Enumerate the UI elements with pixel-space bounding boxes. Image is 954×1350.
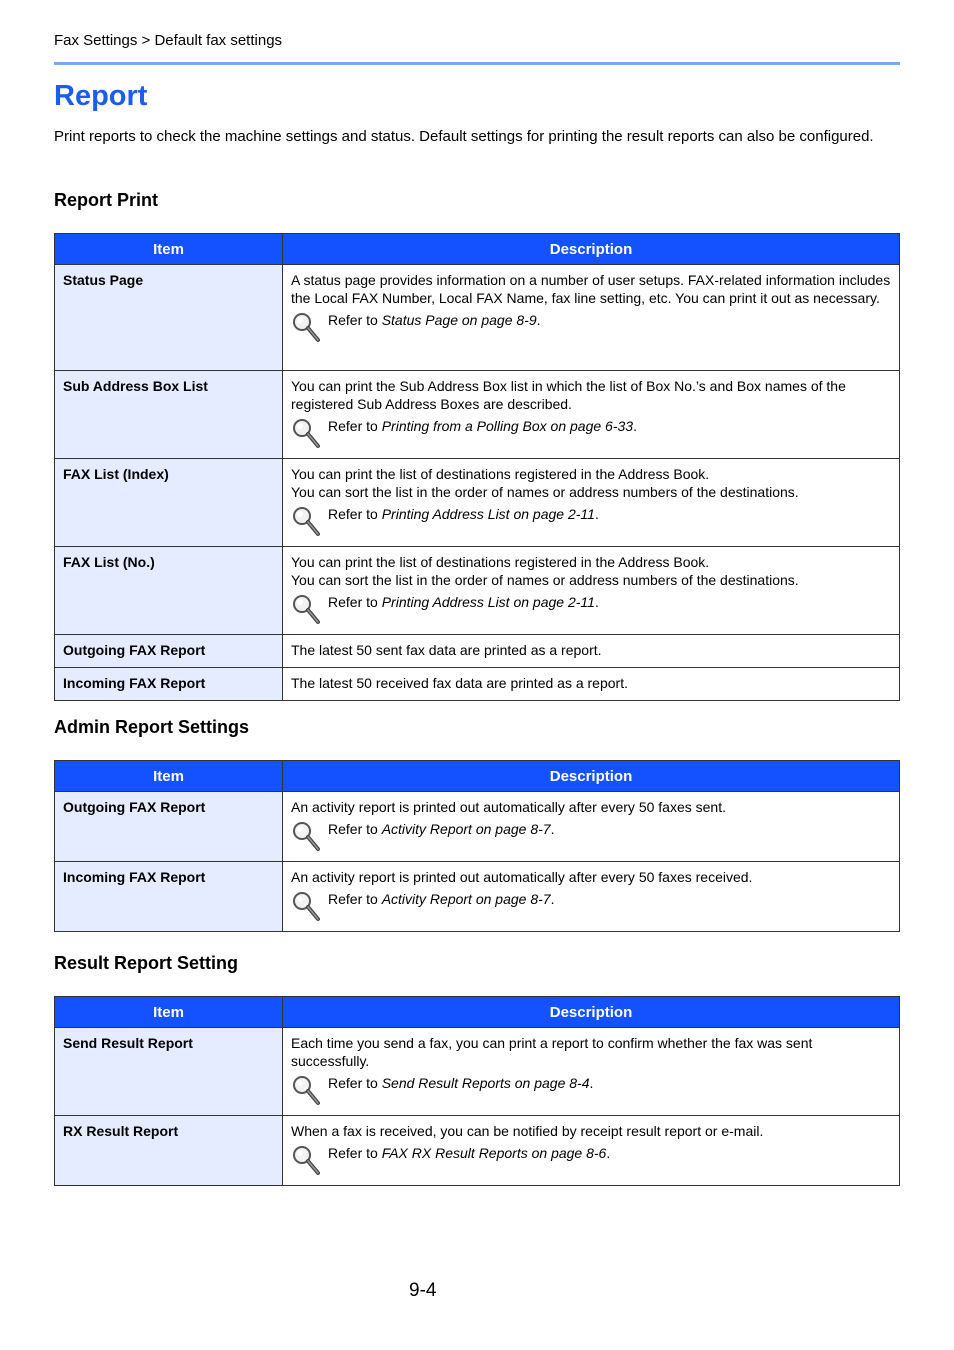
reference-period: .: [536, 312, 541, 328]
column-header-description: Description: [283, 234, 900, 265]
description-text: You can sort the list in the order of names or address numbers of the destinations.: [291, 484, 799, 500]
description-cell: [283, 862, 900, 932]
description-cell: [283, 459, 900, 547]
reference-note: [291, 593, 891, 625]
table-row: [55, 265, 900, 371]
item-cell: RX Result Report: [55, 1116, 283, 1186]
item-cell: FAX List (Index): [55, 459, 283, 547]
refer-prefix: Refer to: [328, 418, 382, 434]
reference-link[interactable]: Printing Address List on page 2-11: [381, 506, 595, 522]
reference-text: [328, 1144, 610, 1162]
item-cell: Status Page: [55, 265, 283, 371]
reference-text: [328, 890, 554, 908]
reference-text: [328, 593, 599, 611]
item-cell: Send Result Report: [55, 1028, 283, 1116]
reference-note: [291, 1074, 891, 1106]
reference-link[interactable]: Activity Report on page 8-7: [381, 891, 551, 907]
magnifier-icon: [291, 417, 321, 449]
item-cell: Incoming FAX Report: [55, 668, 283, 701]
description-cell: [283, 668, 900, 701]
item-cell: Incoming FAX Report: [55, 862, 283, 932]
table-header-row: [55, 761, 900, 792]
refer-prefix: Refer to: [328, 1145, 382, 1161]
reference-period: .: [633, 418, 637, 434]
column-header-item: Item: [55, 761, 283, 792]
refer-prefix: Refer to: [328, 821, 382, 837]
reference-text: [328, 311, 541, 329]
refer-prefix: Refer to: [328, 506, 382, 522]
item-cell: Sub Address Box List: [55, 371, 283, 459]
reference-text: [328, 505, 599, 523]
admin-report-settings-table: [54, 760, 900, 932]
magnifier-icon: [291, 311, 321, 343]
description-text: The latest 50 received fax data are printed as a report.: [291, 675, 628, 691]
item-cell: Outgoing FAX Report: [55, 635, 283, 668]
refer-prefix: Refer to: [328, 891, 382, 907]
section-heading-result-report-setting: Result Report Setting: [54, 953, 239, 973]
section-heading-admin-report-settings: Admin Report Settings: [54, 717, 250, 737]
page-number: 9-4: [409, 1280, 437, 1301]
description-text: You can print the list of destinations registered in the Address Book.: [291, 554, 710, 570]
magnifier-icon: [291, 505, 321, 537]
description-text: You can sort the list in the order of names or address numbers of the destinations.: [291, 572, 799, 588]
page-title: Report: [54, 80, 148, 112]
table-row: [55, 1116, 900, 1186]
reference-note: [291, 890, 891, 922]
reference-period: .: [550, 821, 555, 837]
reference-link[interactable]: FAX RX Result Reports on page 8-6: [381, 1145, 607, 1161]
description-text: You can print the list of destinations registered in the Address Book.: [291, 466, 710, 482]
description-text: The latest 50 sent fax data are printed as a report.: [291, 642, 602, 658]
reference-period: .: [606, 1145, 611, 1161]
column-header-item: Item: [55, 997, 283, 1028]
reference-note: [291, 1144, 891, 1176]
reference-note: [291, 820, 891, 852]
reference-note: [291, 311, 891, 343]
table-row: [55, 459, 900, 547]
magnifier-icon: [291, 1144, 321, 1176]
reference-period: .: [550, 891, 555, 907]
refer-prefix: Refer to: [328, 1075, 382, 1091]
report-print-table: [54, 233, 900, 701]
reference-note: [291, 417, 891, 449]
table-row: [55, 371, 900, 459]
reference-period: .: [594, 594, 599, 610]
magnifier-icon: [291, 820, 321, 852]
table-row: [55, 668, 900, 701]
reference-text: [328, 820, 554, 838]
table-header-row: [55, 997, 900, 1028]
column-header-item: Item: [55, 234, 283, 265]
item-cell: Outgoing FAX Report: [55, 792, 283, 862]
description-text: An activity report is printed out automatically after every 50 faxes received.: [291, 869, 753, 885]
description-cell: [283, 792, 900, 862]
refer-prefix: Refer to: [328, 594, 382, 610]
description-cell: [283, 635, 900, 668]
description-cell: [283, 265, 900, 371]
table-header-row: [55, 234, 900, 265]
reference-text: [328, 1074, 593, 1092]
refer-prefix: Refer to: [328, 312, 382, 328]
reference-link[interactable]: Status Page on page 8-9: [381, 312, 537, 328]
reference-link[interactable]: Send Result Reports on page 8-4: [381, 1075, 590, 1091]
column-header-description: Description: [283, 997, 900, 1028]
breadcrumb: Fax Settings > Default fax settings: [54, 32, 283, 49]
description-cell: [283, 1028, 900, 1116]
description-text: You can print the Sub Address Box list in which the list of Box No.’s and Box names of the registered Sub Address Boxes are described.: [291, 378, 846, 412]
reference-period: .: [594, 506, 599, 522]
header-divider: [54, 62, 900, 65]
reference-link[interactable]: Printing Address List on page 2-11: [381, 594, 595, 610]
description-cell: [283, 371, 900, 459]
description-text: Each time you send a fax, you can print a report to confirm whether the fax was sent successfully.: [291, 1035, 813, 1069]
result-report-setting-table: [54, 996, 900, 1186]
reference-link[interactable]: Activity Report on page 8-7: [381, 821, 551, 837]
table-row: [55, 792, 900, 862]
table-row: [55, 862, 900, 932]
reference-note: [291, 505, 891, 537]
item-cell: FAX List (No.): [55, 547, 283, 635]
section-heading-report-print: Report Print: [54, 190, 159, 210]
table-row: [55, 635, 900, 668]
magnifier-icon: [291, 593, 321, 625]
reference-text: [328, 417, 637, 435]
column-header-description: Description: [283, 761, 900, 792]
reference-period: .: [589, 1075, 594, 1091]
description-cell: [283, 1116, 900, 1186]
reference-link[interactable]: Printing from a Polling Box on page 6-33: [381, 418, 634, 434]
description-text: An activity report is printed out automatically after every 50 faxes sent.: [291, 799, 726, 815]
description-text: When a fax is received, you can be notified by receipt result report or e-mail.: [291, 1123, 764, 1139]
table-row: [55, 1028, 900, 1116]
description-cell: [283, 547, 900, 635]
magnifier-icon: [291, 890, 321, 922]
magnifier-icon: [291, 1074, 321, 1106]
intro-paragraph: Print reports to check the machine settings and status. Default settings for printing the result reports can also be configured.: [54, 128, 874, 145]
description-text: A status page provides information on a number of user setups. FAX-related information includes the Local FAX Number, Local FAX Name, fax line setting, etc. You can print it out as necessary.: [291, 272, 891, 306]
table-row: [55, 547, 900, 635]
